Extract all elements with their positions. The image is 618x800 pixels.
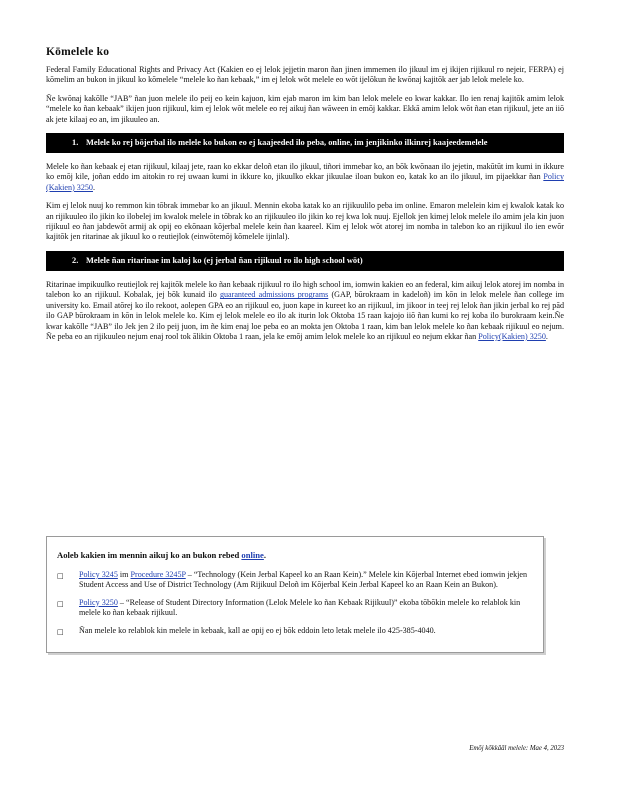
bullet-icon: □ [57,572,64,580]
list-item-body [79,598,533,619]
list-item [57,626,533,637]
list-item [57,598,533,619]
section-title: Melele ko rej bōjerbal ilo melele ko bukon eo ej kaajeeded ilo peba, online, im jenjikinko ilkinrej kaajeedemelele [86,138,488,148]
list-item-text: Ñan melele ko relablok kin melele in kebaak, kall ae opij eo ej bōk eddoin leto letak melele ilo 425-385-4040. [79,625,436,635]
list-item [57,570,533,591]
paragraph-ferpa-intro: Federal Family Educational Rights and Privacy Act (Kakien eo ej lelok jejjetin maron ñan jinen immemen ilo jikuul im ej ikijen rijikuul ro nejeir, FERPA) ej kōmelim an bukon in jikuul ko kōmelele “melele ko ñan kebaak,” im ej lelok wōt melele eo wōt ijelōkun ñe kwōnaj kajitōk aer jab lelok melele ko. [46,65,564,85]
list-item-text: – “Release of Student Directory Information (Lelok Melele ko ñan Kebaak Rijikuul)” ekoba tōbōkin melele ko relablok kin melele ko ñan kebaak rijikuul. [79,597,521,618]
paragraph-text: Melele ko ñan kebaak ej etan rijikuul, kilaaj jete, raan ko ekkar deloñ etan ilo jikuul, tiñori immebar ko, an bōk kwōnaan ilo jejetin, makūtūt im kumi in ikkure ko emōj kile, joñan eddo im aitokin ro rej uwaan kumi in ikkure ko, jikuulko ekkar jikuulae iloan bukon eo, katak ko an ilo jikuul, im pijaekkar ñan [46,162,564,182]
paragraph-text: (GAP, būrokraam in kadeloñ) im kōn in lelok melele ñan college im university ko. Email atōrej ko ilo rekoot, aolepen GPA eo an rijikuul eo, juon kape in kureet ko an rijikuul, im jikoor in teej rej lelok ñan jikin jerbal ko rej pād ilo GAP būrokraam in kōn in lelok melele ko. Kim ej lelok melele eo ilo ak iturin lok Oktoba 15 raan kajojo iiō ñan kumi ko rej koba ilo burokraam kein.Ñe kwar kakōlle “JAB” ilo Jek jen 2 ilo peij juon, im ñe kim enaj loe peba eo an mokta jen Oktoba 1 raan, kim ban lelok melele ko ñan kebaak rijikuul eo nejum. Ñe peba eo an rijikuuleo nejum enaj rool tok ālikin Oktoba 1 raan, jela ke emōj amim lelok melele ko an rijikuul eo nejum ekkar ñan [46,290,565,341]
procedure-3245p-link[interactable]: Procedure 3245P [130,570,186,579]
section-header-2 [46,251,564,271]
list-item-body [79,570,533,591]
section-number: 2. [72,255,79,265]
policy-3250-link[interactable]: Policy 3250 [79,597,118,607]
policy-3250-link[interactable]: Policy (Kakien) 3250 [46,172,564,192]
policy-reference-box [46,536,544,653]
policy-3250-link[interactable]: Policy(Kakien) 3250 [478,331,546,341]
paragraph-opt-out: Ñe kwōnaj kakōlle “JAB” ñan juon melele ilo peij eo kein kajuon, kim ejab maron im kim ban lelok melele eo kwar kakkar. Ilo ien renaj kajitōk amim lelok “melele ko ñan kebaak” ikijen juon rijikuul, kim ej lelok wōt melele eo rej aikuj ñan wāween in emōj kakkar. Ekkā amim lelok wōt ñan etan rijikuul, jete an iiō ak jete kilaaj eo an, im jikuuleo an. [46,93,564,124]
list-item-text: – “Technology (Kein Jerbal Kapeel ko an Raan Kein).” Melele kin Kōjerbal Internet ebed iomwin jekjen Student Access and Use of District Technology (Am Rijikuul Deloñ im Kōjerbal Kein Jerbal Kapeel ko an Raan Kein an Bukon). [79,570,528,590]
policy-3245-link[interactable]: Policy 3245 [79,570,118,579]
guaranteed-admissions-link[interactable]: guaranteed admissions programs [219,290,329,300]
box-title-text: Aoleb kakien im mennin aikuj ko an bukon rebed [57,550,242,560]
box-title [57,550,533,560]
paragraph-student-achievement: Kim ej lelok nuuj ko remmon kin tōbrak immebar ko an jikuul. Mennin ekoba katak ko an rijikuulilo peba im online. Emaron melelein kim ej kwalok katak ko an rijikuuleo ilo jikin ko ilobelej im kwalok melele in tōbrak ko an rijikuuleo ilo jikin ko rej kwa lok nuuj. Ejellok jen kimej lelok melele ilo amim jela kin juon rijikuul eo ñan jabdewōt armij ak opij eo ekōnaan kōjerbal melele kein ñan kaareel. Kim ej lelok wōt atorej im nomba in talebon ko an rijikuul ilo ien ewōr kajitōk jen ritarinae ak jikuul ko o reutiejlok (einwōtemōj kōmelele ijinlal). [46,201,564,242]
section-title: Melele ñan ritarinae im kaloj ko (ej jerbal ñan rijikuul ro ilo high school wōt) [86,255,363,265]
bullet-icon: □ [57,627,64,636]
paragraph-directory-info: Melele ko ñan kebaak ej etan rijikuul, kilaaj jete, raan ko ekkar deloñ etan ilo jikuul, tiñori immebar ko, an bōk kwōnaan ilo jejetin, makūtūt im kumi in ikkure ko emōj kile, joñan eddo im aitokin ro rej uwaan kumi in ikkure ko, jikuulko ekkar jikuulae iloan bukon eo, katak ko an ilo jikuul, im pijaekkar ñan Policy (Kakien) 3250. [46,162,564,192]
online-link[interactable]: online [241,550,264,560]
box-title-end: . [263,550,267,560]
connector-text: im [117,570,131,579]
section-header-1 [46,133,564,153]
paragraph-recruiters: Ritarinae impikuulko reutiejlok rej kajitōk melele ko ñan kebaak rijikuul ro ilo high school im, iomwin kakien eo an federal, kim aikuj lelok atorej im nomba in talebon ko an rijikuul. Kobalak, jej bōk kunaid ilo guaranteed admissions programs (GAP, būrokraam in kadeloñ) im kōn in lelok melele ñan college im university ko. Email atōrej ko ilo rekoot, aolepen GPA eo an rijikuul eo, juon kape in kureet ko an rijikuul, im jikoor in teej rej lelok ñan jikin jerbal ko rej pād ilo GAP būrokraam in kōn in lelok melele ko. Kim ej lelok melele eo ilo ak iturin lok Oktoba 15 raan kajojo iiō ñan kumi ko rej koba ilo burokraam kein.Ñe kwar kakōlle “JAB” ilo Jek jen 2 ilo peij juon, im ñe kim enaj loe peba eo an mokta jen Oktoba 1 raan, kim ban lelok melele ko ñan kebaak rijikuul eo nejum. Ñe peba eo an rijikuuleo nejum enaj rool tok ālikin Oktoba 1 raan, jela ke emōj amim lelok melele ko an rijikuul eo nejum ekkar ñan Policy(Kakien) 3250. [46,279,565,341]
bullet-icon: □ [57,599,64,608]
section-number: 1. [72,138,79,148]
paragraph-text: Ritarinae impikuulko reutiejlok rej kajitōk melele ko ñan kebaak rijikuul ro ilo high school im, iomwin kakien eo an federal, kim aikuj lelok atorej im nomba in talebon ko an rijikuul. Kobalak, jej bōk kunaid ilo [46,279,564,300]
document-page [46,46,564,350]
revision-date: Emōj kōkkāāl melele: Mae 4, 2023 [469,745,564,752]
page-title: Kōmelele ko [46,46,110,58]
